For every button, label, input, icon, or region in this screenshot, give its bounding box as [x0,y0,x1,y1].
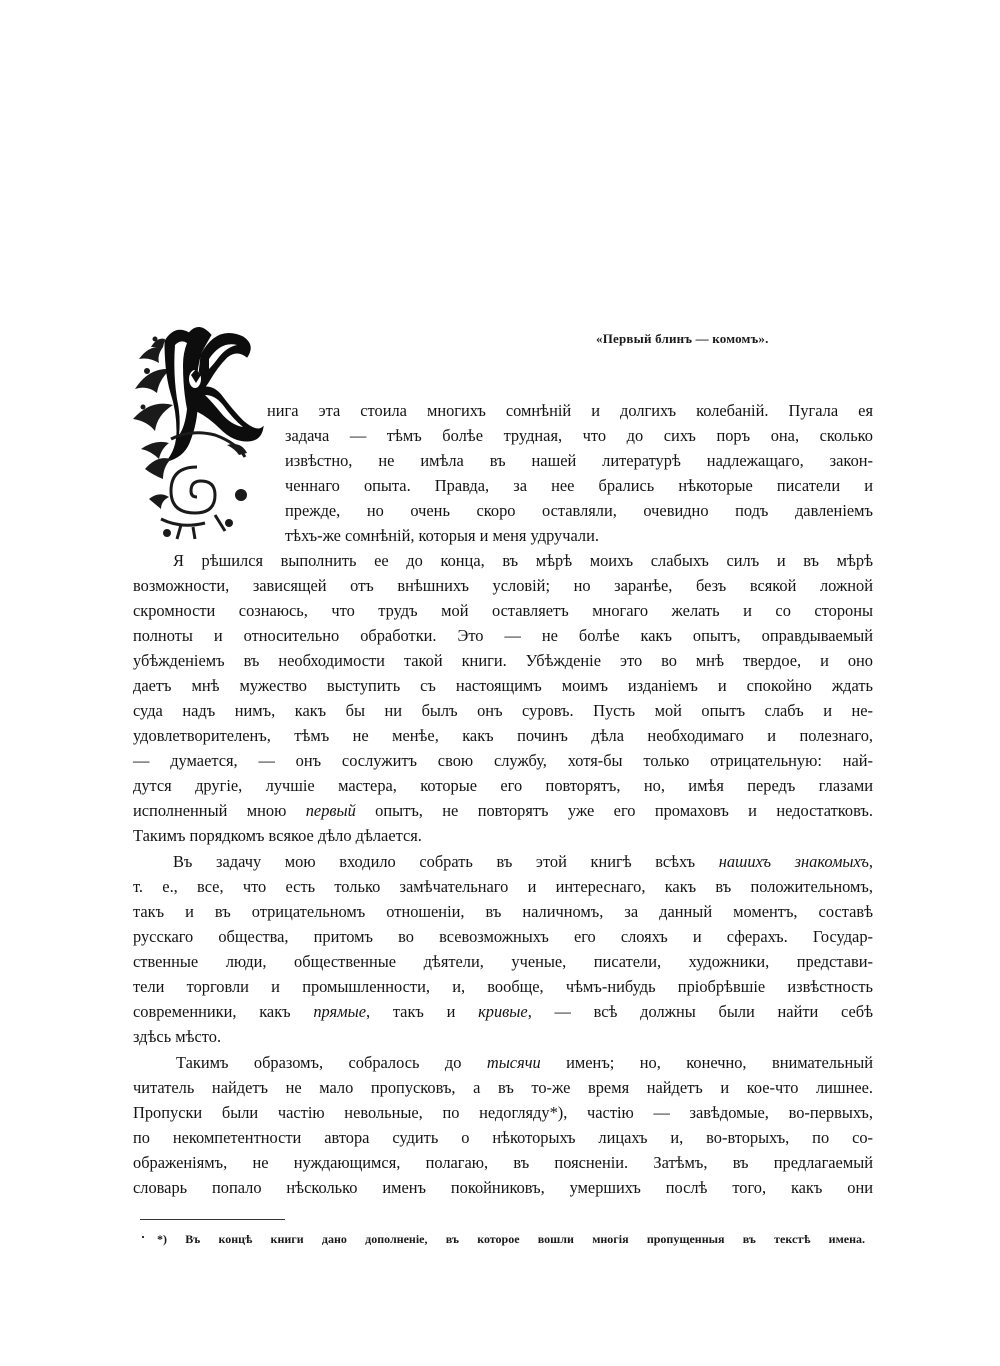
text-line: извѣстно, не имѣла въ нашей литературѣ надлежащаго, закон- [285,451,873,470]
text-line: удовлетворителенъ, тѣмъ не менѣе, какъ починъ дѣла необходимаго и полезнаго, [133,726,873,745]
text-line: Такимъ образомъ, собралось до тысячи именъ; но, конечно, внимательный [176,1053,873,1072]
text-line: по некомпетентности автора судить о нѣкоторыхъ лицахъ и, во-вторыхъ, по со- [133,1128,873,1147]
text-line: ченнаго опыта. Правда, за нее брались нѣкоторые писатели и [285,476,873,495]
text-line: тели торговли и промышленности, и, вообще, чѣмъ-нибудь пріобрѣвшіе извѣстность [133,977,873,996]
text-line: задача — тѣмъ болѣе трудная, что до сихъ поръ она, сколько [285,426,873,445]
text-line: полноты и относительно обработки. Это — не болѣе какъ опытъ, оправдываемый [133,626,873,645]
emphasis: тысячи [486,1053,541,1072]
text-line: нига эта стоила многихъ сомнѣній и долгихъ колебаній. Пугала ея [267,401,873,420]
emphasis: прямые [313,1002,366,1021]
text-line: ственные люди, общественные дѣятели, ученые, писатели, художники, представи- [133,952,873,971]
text-line: русскаго общества, притомъ во всевозможныхъ его слояхъ и сферахъ. Государ- [133,927,873,946]
text-line: Такимъ порядкомъ всякое дѣло дѣлается. [133,826,422,845]
text-line: здѣсь мѣсто. [133,1027,222,1046]
text-line: ображеніямъ, не нуждающимся, полагаю, въ поясненіи. Затѣмъ, въ предлагаемый [133,1153,873,1172]
text-line: исполненный мною первый опытъ, не повторятъ уже его промаховъ и недостатковъ. [133,801,873,820]
text-line: читатель найдетъ не мало пропусковъ, а въ то-же время найдетъ и кое-что лишнее. [133,1078,873,1097]
text-line: суда надъ нимъ, какъ бы ни былъ онъ суровъ. Пусть мой опытъ слабъ и не- [133,701,873,720]
text-line: прежде, но очень скоро оставляли, очевидно подъ давленіемъ [285,501,873,520]
text-line: даетъ мнѣ мужество выступить съ настоящимъ моимъ изданіемъ и спокойно ждать [133,676,873,695]
text-line: современники, какъ прямые, такъ и кривые, — всѣ должны были найти себѣ [133,1002,873,1021]
text-line: Пропуски были частію невольные, по недогляду*), частію — завѣдомые, во-первыхъ, [133,1103,873,1122]
text-line: Въ задачу мою входило собрать въ этой книгѣ всѣхъ нашихъ знакомыхъ, [173,852,873,871]
text-line: убѣжденіемъ въ необходимости такой книги. Убѣжденіе это во мнѣ твердое, и оно [133,651,873,670]
text-line: дутся другіе, лучшіе мастера, которые его повторятъ, но, имѣя передъ глазами [133,776,873,795]
ornamental-initial-k-icon [131,319,265,541]
emphasis: нашихъ знакомыхъ [718,852,869,871]
text-line: Я рѣшился выполнить ее до конца, въ мѣрѣ моихъ слабыхъ силъ и въ мѣрѣ [173,551,873,570]
footnote-divider [140,1219,285,1220]
print-speck [142,1236,144,1238]
text-line: т. е., все, что есть только замѣчательнаго и интереснаго, какъ въ положительномъ, [133,877,873,896]
text-line: скромности сознаюсь, что трудъ мой оставляетъ многаго желать и со стороны [133,601,873,620]
emphasis: кривые [478,1002,528,1021]
text-line: словарь попало нѣсколько именъ покойниковъ, умершихъ послѣ того, какъ они [133,1178,873,1197]
text-line: такъ и въ отрицательномъ отношеніи, въ наличномъ, за данный моментъ, составѣ [133,902,873,921]
epigraph: «Первый блинъ — комомъ». [596,331,769,346]
text-line: возможности, зависящей отъ внѣшнихъ условій; но заранѣе, безъ всякой ложной [133,576,873,595]
footnote: *) Въ концѣ книги дано дополненіе, въ которое вошли многія пропущенныя въ текстѣ имена. [157,1232,865,1246]
text-line: тѣхъ-же сомнѣній, которыя и меня удручали. [285,526,599,545]
text-line: — думается, — онъ сослужитъ свою службу, хотя-бы только отрицательную: най- [133,751,873,770]
emphasis: первый [305,801,356,820]
